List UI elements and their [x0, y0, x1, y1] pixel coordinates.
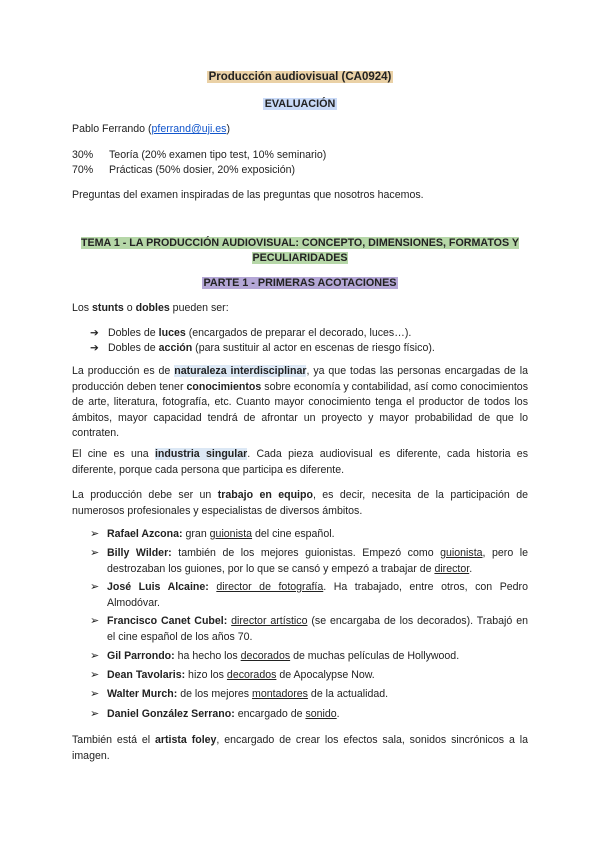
professor-email-link[interactable]: pferrand@uji.es — [151, 123, 227, 135]
grade-row: 70% Prácticas (50% dosier, 20% exposición) — [72, 164, 296, 176]
chevron-icon: ➢ — [90, 615, 100, 627]
paragraph-naturaleza: La producción es de naturaleza interdisciplinar, ya que todas las personas encargadas de la producción deben tener conocimientos sobre economía y contabilidad, así como conocimientos de arte, literatura, fotografía, etc. Cuanto mayor conocimiento tenga el productor de todos los ámbitos, mayor capacidad tendrá de afrontar un proyecto y mayor probabilidad de que lo contraten. — [72, 365, 528, 440]
list-item: ➢ Walter Murch: de los mejores montadores de la actualidad. — [90, 687, 528, 703]
list-item: ➢ Francisco Canet Cubel: director artístico (se encargaba de los decorados). Trabajó en el cine español de los años 70. — [90, 615, 528, 643]
list-item: ➔ Dobles de acción (para sustituir al actor en escenas de riesgo físico). — [90, 341, 528, 357]
exam-note: Preguntas del examen inspiradas de las preguntas que nosotros hacemos. — [72, 189, 424, 201]
list-item: ➢ Rafael Azcona: gran guionista del cine español. — [90, 527, 528, 543]
chevron-icon: ➢ — [90, 669, 100, 681]
list-item: ➢ Billy Wilder: también de los mejores guionistas. Empezó como guionista, pero le destrozaban los guiones, por lo que se cansó y empezó a trabajar de director. — [90, 547, 528, 575]
paragraph-industria: El cine es una industria singular. Cada pieza audiovisual es diferente, cada historia es diferente, porque cada persona que participa es diferente. — [72, 448, 528, 476]
list-item: ➢ Daniel González Serrano: encargado de sonido. — [90, 707, 528, 723]
list-item: ➢ José Luis Alcaine: director de fotografía. Ha trabajado, entre otros, con Pedro Almodóvar. — [90, 581, 528, 609]
paragraph-foley: También está el artista foley, encargado de crear los efectos sala, sonidos sincrónicos a la imagen. — [72, 734, 528, 762]
list-item: ➔ Dobles de luces (encargados de preparar el decorado, luces…). — [90, 326, 528, 342]
parte-heading: PARTE 1 - PRIMERAS ACOTACIONES — [203, 277, 397, 289]
document-title: Producción audiovisual (CA0924) — [208, 71, 392, 83]
chevron-icon: ➢ — [90, 547, 100, 559]
stunts-intro: Los stunts o dobles pueden ser: — [72, 302, 229, 314]
professor-line: Pablo Ferrando (pferrand@uji.es) — [72, 123, 230, 135]
chevron-icon: ➢ — [90, 528, 100, 540]
chevron-icon: ➢ — [90, 650, 100, 662]
chevron-icon: ➢ — [90, 688, 100, 700]
grade-row: 30% Teoría (20% examen tipo test, 10% seminario) — [72, 149, 327, 161]
chevron-icon: ➢ — [90, 581, 100, 593]
tema-heading: TEMA 1 - LA PRODUCCIÓN AUDIOVISUAL: CONCEPTO, DIMENSIONES, FORMATOS Y PECULIARIDADES — [80, 237, 519, 264]
paragraph-trabajo: La producción debe ser un trabajo en equipo, es decir, necesita de la participación de numerosos profesionales y especialistas de diversos ámbitos. — [72, 489, 528, 517]
arrow-icon: ➔ — [90, 327, 99, 339]
arrow-icon: ➔ — [90, 342, 99, 354]
list-item: ➢ Gil Parrondo: ha hecho los decorados de muchas películas de Hollywood. — [90, 649, 528, 665]
evaluacion-heading: EVALUACIÓN — [264, 98, 336, 110]
list-item: ➢ Dean Tavolaris: hizo los decorados de Apocalypse Now. — [90, 668, 528, 684]
chevron-icon: ➢ — [90, 708, 100, 720]
